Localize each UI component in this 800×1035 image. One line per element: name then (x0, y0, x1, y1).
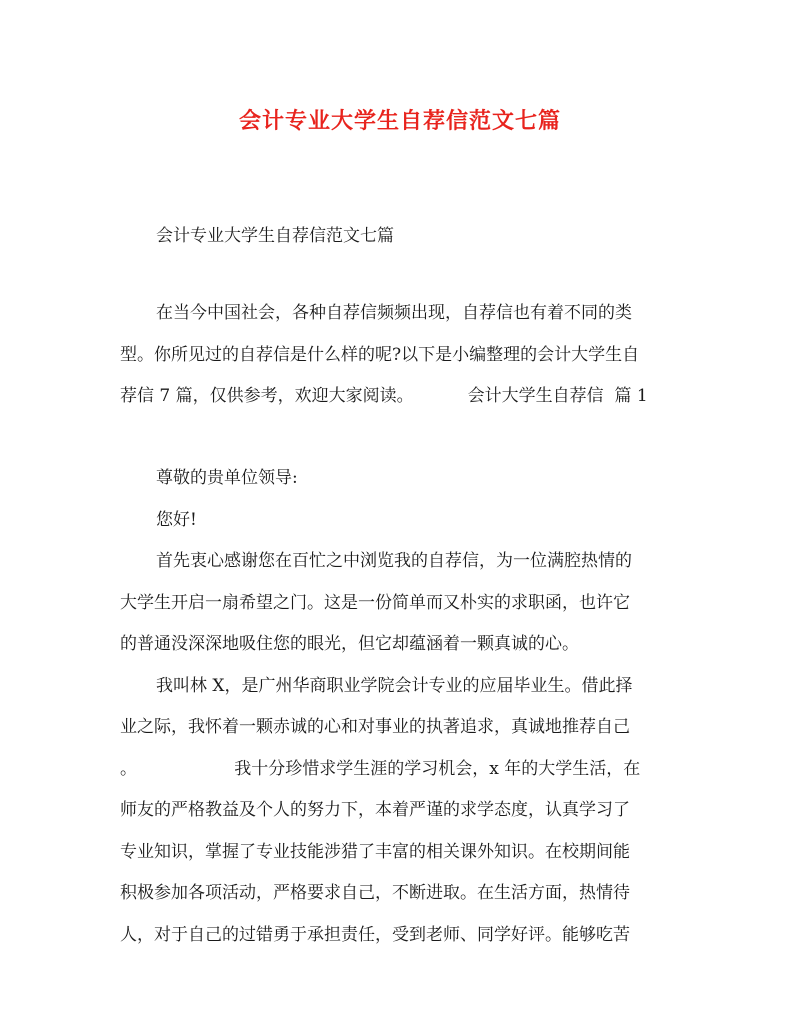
paragraph-line: 在当今中国社会，各种自荐信频频出现，自荐信也有着不同的类 (156, 303, 632, 323)
paragraph-line: 的普通没深深地吸住您的眼光，但它却蕴涵着一颗真诚的心。 (120, 634, 579, 654)
salutation-line: 尊敬的贵单位领导: (156, 468, 298, 488)
paragraph-line: 型。你所见过的自荐信是什么样的呢?以下是小编整理的会计大学生自 (120, 345, 640, 365)
greeting-line: 您好! (156, 510, 197, 530)
paragraph-line: 业之际，我怀着一颗赤诚的心和对事业的执著追求，真诚地推荐自己 (120, 717, 630, 737)
paragraph-line: 荐信 7 篇，仅供参考，欢迎大家阅读。 会计大学生自荐信 篇 1 (120, 386, 648, 406)
paragraph-line: 我叫林 X，是广州华商职业学院会计专业的应届毕业生。借此择 (156, 676, 633, 696)
paragraph-line: 。 我十分珍惜求学生涯的学习机会，x 年的大学生活，在 (120, 759, 641, 779)
paragraph-line: 人，对于自己的过错勇于承担责任，受到老师、同学好评。能够吃苦 (120, 925, 630, 945)
paragraph-line: 积极参加各项活动，严格要求自己，不断进取。在生活方面，热情待 (120, 883, 630, 903)
paragraph-line: 首先衷心感谢您在百忙之中浏览我的自荐信，为一位满腔热情的 (156, 551, 632, 571)
paragraph-line: 师友的严格教益及个人的努力下，本着严谨的求学态度，认真学习了 (120, 800, 630, 820)
subtitle-line: 会计专业大学生自荐信范文七篇 (156, 226, 394, 246)
paragraph-line: 专业知识，掌握了专业技能涉猎了丰富的相关课外知识。在校期间能 (120, 842, 630, 862)
document-title: 会计专业大学生自荐信范文七篇 (238, 108, 561, 134)
paragraph-line: 大学生开启一扇希望之门。这是一份简单而又朴实的求职函，也许它 (120, 593, 630, 613)
